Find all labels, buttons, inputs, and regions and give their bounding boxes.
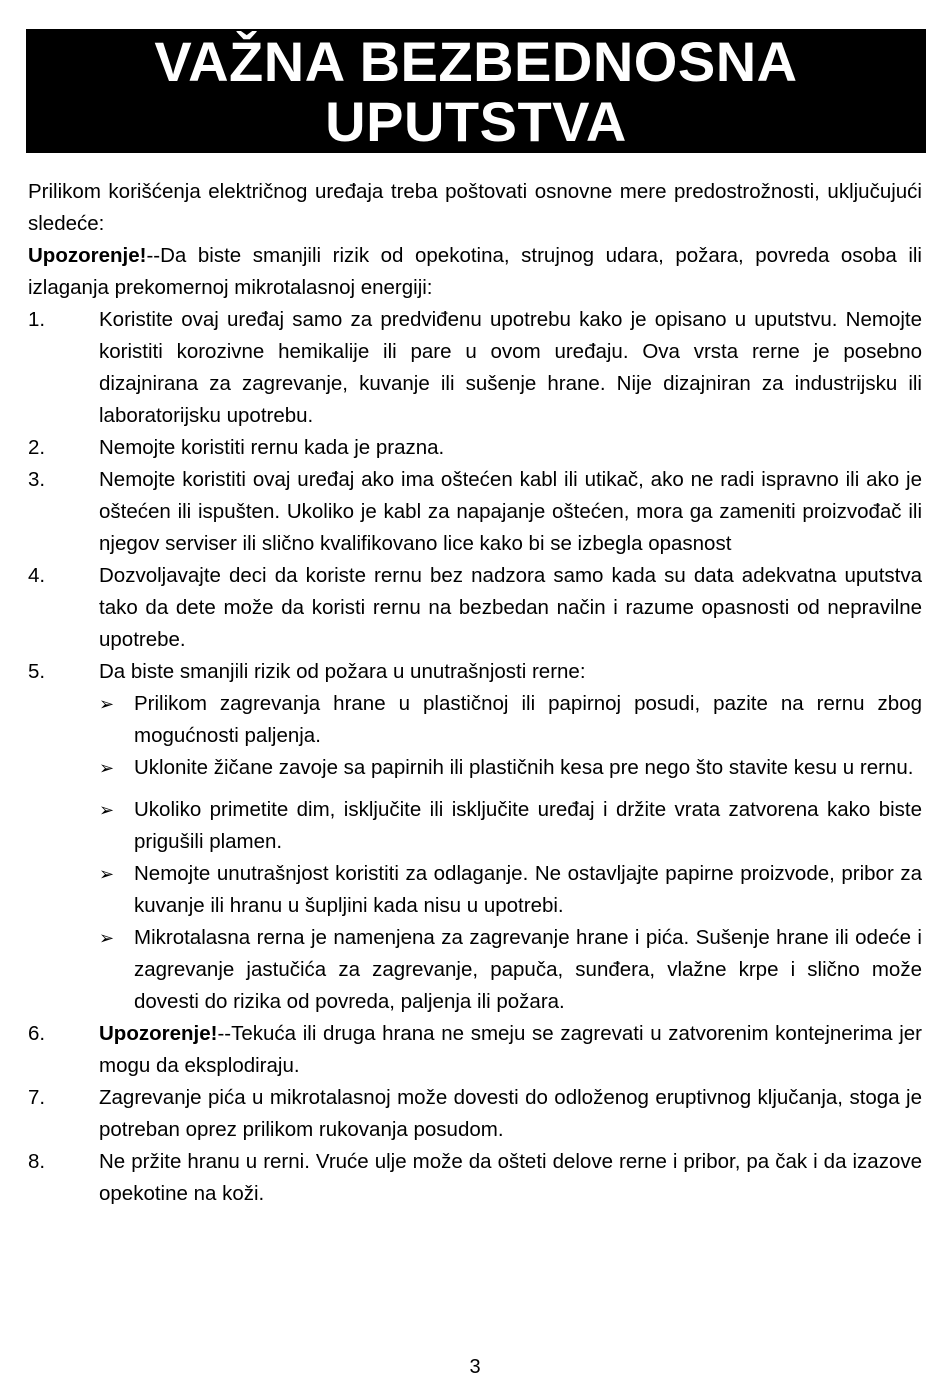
bullet-text: Nemojte unutrašnjost koristiti za odlaganje. Ne ostavljajte papirne proizvode, pribor za kuvanje ili hranu u šupljini kada nisu u upotrebi. xyxy=(134,862,922,917)
item-number: 2. xyxy=(28,436,46,459)
arrow-bullet-icon: ➢ xyxy=(99,694,115,714)
item-text: --Tekuća ili druga hrana ne smeju se zagrevati u zatvorenim kontejnerima jer mogu da eksplodiraju. xyxy=(99,1022,922,1077)
list-item xyxy=(28,304,922,432)
arrow-bullet-icon: ➢ xyxy=(99,758,115,778)
bullet-text: Mikrotalasna rerna je namenjena za zagrevanje hrane i pića. Sušenje hrane ili odeće i zagrevanje jastučića za zagrevanje, papuča, sunđera, vlažne krpe i slično može dovesti do rizika od povreda, paljenja ili požara. xyxy=(134,926,922,1013)
list-item xyxy=(28,1018,922,1082)
arrow-bullet-icon: ➢ xyxy=(99,800,115,820)
item-number: 3. xyxy=(28,468,46,491)
document-body xyxy=(28,176,922,1210)
arrow-bullet-icon: ➢ xyxy=(99,864,115,884)
list-item xyxy=(28,1146,922,1210)
bullet-item xyxy=(28,752,922,784)
intro-paragraph: Prilikom korišćenja električnog uređaja treba poštovati osnovne mere predostrožnosti, uključujući sledeće: xyxy=(28,180,922,235)
warning-text: --Da biste smanjili rizik od opekotina, strujnog udara, požara, povreda osoba ili izlaganja prekomernoj mikrotalasnoj energiji: xyxy=(28,244,922,299)
title-banner xyxy=(26,29,926,153)
item-text: Ne pržite hranu u rerni. Vruće ulje može da ošteti delove rerne i pribor, pa čak i da izazove opekotine na koži. xyxy=(99,1150,922,1205)
bullet-item xyxy=(28,794,922,858)
list-item xyxy=(28,464,922,560)
warning-label: Upozorenje! xyxy=(28,244,147,267)
item-text: Koristite ovaj uređaj samo za predviđenu upotrebu kako je opisano u uputstvu. Nemojte koristiti korozivne hemikalije ili pare u ovom uređaju. Ova vrsta rerne je posebno dizajnirana za zagrevanje, kuvanje ili sušenje hrane. Nije dizajniran za industrijsku ili laboratorijsku upotrebu. xyxy=(99,308,922,427)
arrow-bullet-icon: ➢ xyxy=(99,928,115,948)
item-number: 5. xyxy=(28,660,46,683)
warning-paragraph xyxy=(28,240,922,304)
item-text: Da biste smanjili rizik od požara u unutrašnjosti rerne: xyxy=(99,660,586,683)
item-text: Nemojte koristiti ovaj uređaj ako ima oštećen kabl ili utikač, ako ne radi ispravno ili ako je oštećen ili ispušten. Ukoliko je kabl za napajanje oštećen, mora ga zameniti proizvođač ili njegov serviser ili slično kvalifikovano lice kako bi se izbegla opasnost xyxy=(99,468,922,555)
bullet-text: Ukoliko primetite dim, isključite ili isključite uređaj i držite vrata zatvorena kako biste prigušili plamen. xyxy=(134,798,922,853)
list-item xyxy=(28,1082,922,1146)
title-line-1: VAŽNA BEZBEDNOSNA xyxy=(154,30,798,93)
item-number: 6. xyxy=(28,1022,46,1045)
bullet-item xyxy=(28,858,922,922)
list-item xyxy=(28,432,922,464)
item-number: 1. xyxy=(28,308,46,331)
page-number: 3 xyxy=(469,1356,481,1378)
warning-label: Upozorenje! xyxy=(99,1022,218,1045)
item-number: 4. xyxy=(28,564,46,587)
item-number: 7. xyxy=(28,1086,46,1109)
item-text: Nemojte koristiti rernu kada je prazna. xyxy=(99,436,445,459)
bullet-item xyxy=(28,688,922,752)
bullet-text: Prilikom zagrevanja hrane u plastičnoj ili papirnoj posudi, pazite na rernu zbog mogućnosti paljenja. xyxy=(134,692,922,747)
list-item xyxy=(28,560,922,656)
bullet-item xyxy=(28,922,922,1018)
bullet-text: Uklonite žičane zavoje sa papirnih ili plastičnih kesa pre nego što stavite kesu u rernu. xyxy=(134,756,914,779)
item-text: Dozvoljavajte deci da koriste rernu bez nadzora samo kada su data adekvatna uputstva tako da dete može da koristi rernu na bezbedan način i razume opasnosti od nepravilne upotrebe. xyxy=(99,564,922,651)
title-line-2: UPUTSTVA xyxy=(325,90,627,153)
list-item xyxy=(28,656,922,688)
item-number: 8. xyxy=(28,1150,46,1173)
item-text: Zagrevanje pića u mikrotalasnoj može dovesti do odloženog eruptivnog ključanja, stoga je potreban oprez prilikom rukovanja posudom. xyxy=(99,1086,922,1141)
